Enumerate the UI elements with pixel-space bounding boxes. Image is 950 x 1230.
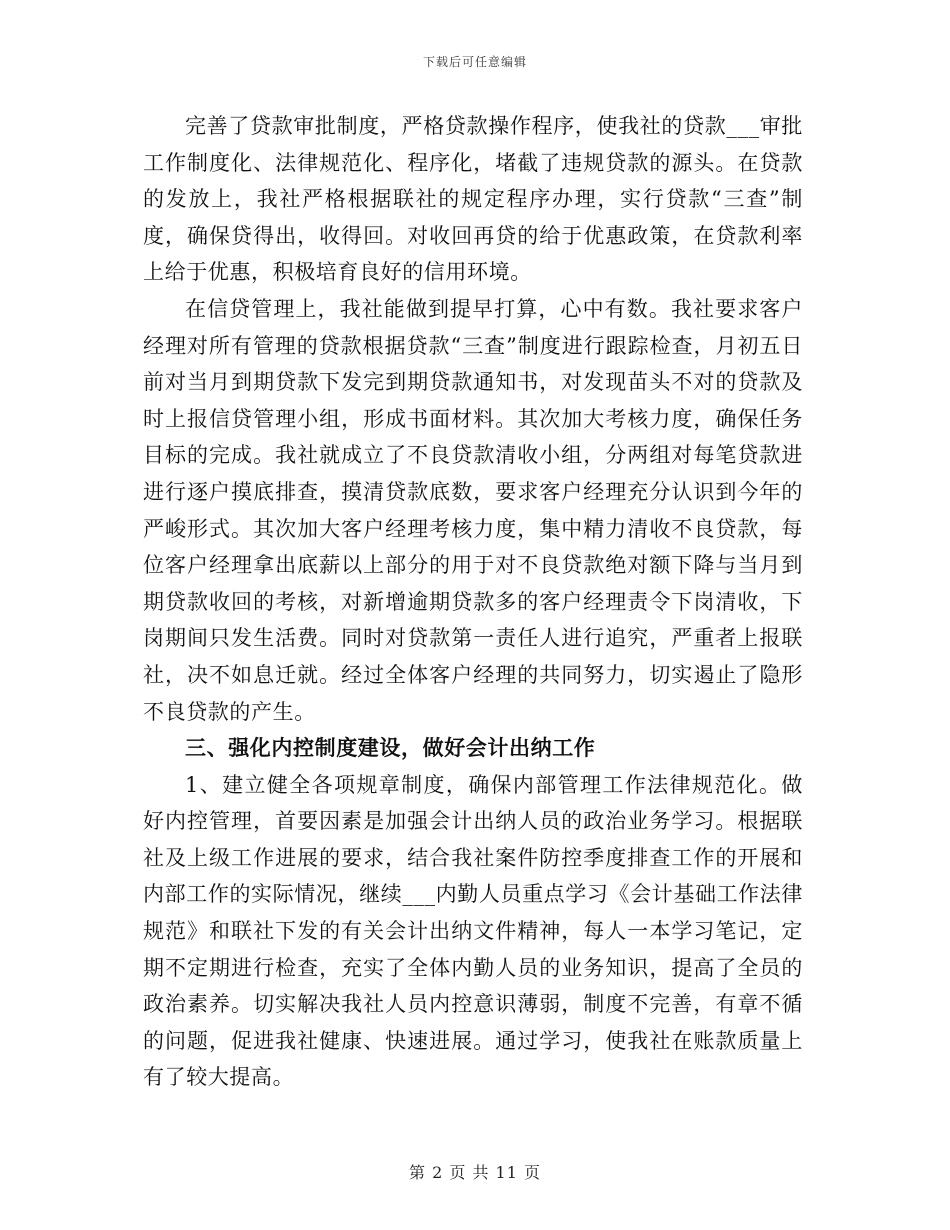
body-paragraph: 完善了贷款审批制度，严格贷款操作程序，使我社的贷款___审批工作制度化、法律规范化、程序化，堵截了违规贷款的源头。在贷款的发放上，我社严格根据联社的规定程序办理，实行贷款“三查”制度，确保贷得出，收得回。对收回再贷的给于优惠政策，在贷款利率上给于优惠，积极培育良好的信用环境。 (143, 114, 803, 285)
body-paragraph: 1、建立健全各项规章制度，确保内部管理工作法律规范化。做好内控管理，首要因素是加强会计出纳人员的政治业务学习。根据联社及上级工作进展的要求，结合我社案件防控季度排查工作的开展和内部工作的实际情况，继续___内勤人员重点学习《会计基础工作法律规范》和联社下发的有关会计出纳文件精神，每人一本学习笔记，定期不定期进行检查，充实了全体内勤人员的业务知识，提高了全员的政治素养。切实解决我社人员内控意识薄弱，制度不完善，有章不循的问题，促进我社健康、快速进展。通过学习，使我社在账款质量上有了较大提高。 (143, 772, 803, 1090)
section-heading: 三、强化内控制度建设，做好会计出纳工作 (185, 736, 596, 761)
page-header-note: 下载后可任意编辑 (422, 55, 527, 69)
document-body (143, 108, 803, 1096)
page-number-footer: 第 2 页 共 11 页 (409, 1163, 541, 1182)
body-paragraph: 在信贷管理上，我社能做到提早打算，心中有数。我社要求客户经理对所有管理的贷款根据贷款“三查”制度进行跟踪检查，月初五日前对当月到期贷款下发完到期贷款通知书，对发现苗头不对的贷款及时上报信贷管理小组，形成书面材料。其次加大考核力度，确保任务目标的完成。我社就成立了不良贷款清收小组，分两组对每笔贷款进进行逐户摸底排查，摸清贷款底数，要求客户经理充分认识到今年的严峻形式。其次加大客户经理考核力度，集中精力清收不良贷款，每位客户经理拿出底薪以上部分的用于对不良贷款绝对额下降与当月到期贷款收回的考核，对新增逾期贷款多的客户经理责令下岗清收，下岗期间只发生活费。同时对贷款第一责任人进行追究，严重者上报联社，决不如息迁就。经过全体客户经理的共同努力，切实遏止了隐形不良贷款的产生。 (143, 296, 803, 724)
